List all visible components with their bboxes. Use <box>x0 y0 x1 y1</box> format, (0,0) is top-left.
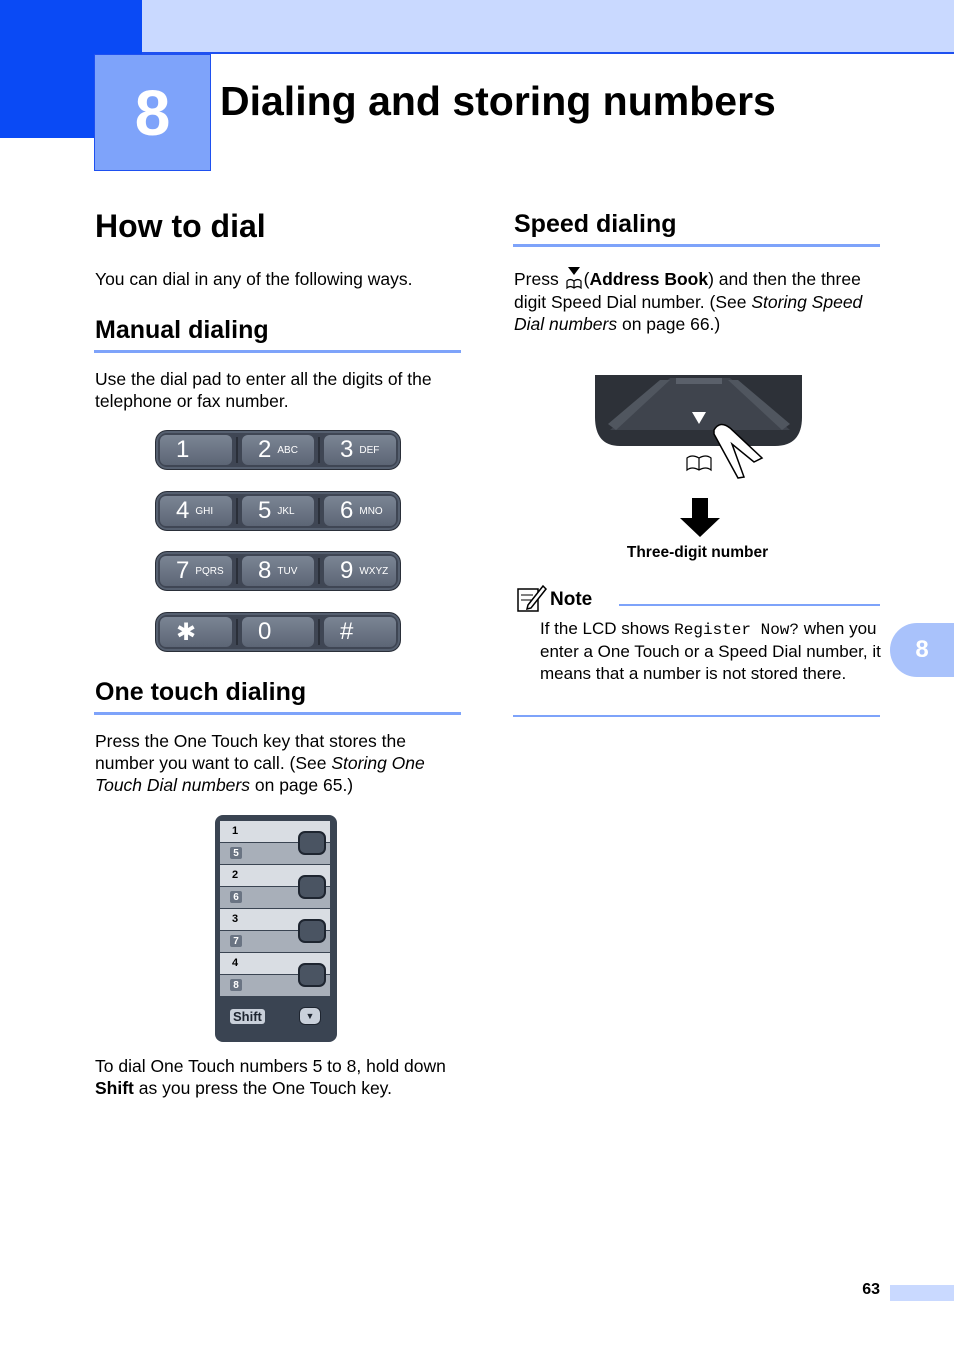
dial-key-separator <box>236 558 238 584</box>
chapter-number-box: 8 <box>94 54 211 171</box>
dial-key-2-2[interactable] <box>324 556 396 586</box>
dial-pad-row <box>155 430 401 470</box>
dial-key-2-0[interactable] <box>160 556 232 586</box>
note-label: Note <box>550 589 593 610</box>
one-touch-number: 1 <box>232 825 239 837</box>
page-number: 63 <box>862 1281 880 1298</box>
dial-key-digit: # <box>340 618 354 645</box>
dial-key-letters: JKL <box>277 505 295 517</box>
manual-dialing-rule <box>94 350 461 353</box>
dial-key-digit: 0 <box>258 618 272 645</box>
dial-key-digit: 3 <box>340 436 354 463</box>
chapter-side-tab: 8 <box>890 623 954 677</box>
dial-key-digit: 4 <box>176 497 190 524</box>
one-touch-rule <box>94 712 461 715</box>
one-touch-shift-number: 7 <box>230 935 242 947</box>
manual-dialing-text: Use the dial pad to enter all the digits of the telephone or fax number. <box>95 369 432 411</box>
dial-key-digit: ✱ <box>176 618 197 646</box>
dial-key-digit: 5 <box>258 497 272 524</box>
one-touch-key[interactable] <box>298 963 326 987</box>
one-touch-key[interactable] <box>298 875 326 899</box>
one-touch-number: 2 <box>232 869 239 881</box>
dial-key-letters: WXYZ <box>359 565 389 577</box>
one-touch-number: 3 <box>232 913 239 925</box>
dial-key-0-0[interactable] <box>160 435 232 465</box>
one-touch-key[interactable] <box>298 831 326 855</box>
dial-key-separator <box>318 437 320 463</box>
one-touch-number: 4 <box>232 957 239 969</box>
dial-key-3-1[interactable] <box>242 617 314 647</box>
dial-key-2-1[interactable] <box>242 556 314 586</box>
dial-key-letters: GHI <box>195 505 214 517</box>
dial-key-letters: DEF <box>359 444 380 456</box>
address-book-key-icon <box>564 269 584 291</box>
dial-key-separator <box>236 498 238 524</box>
one-touch-shift-number: 6 <box>230 891 242 903</box>
dial-key-separator <box>318 619 320 645</box>
dial-key-digit: 9 <box>340 557 354 584</box>
dial-pad-row <box>155 551 401 591</box>
shift-key-label: Shift <box>230 1009 265 1024</box>
dial-key-0-2[interactable] <box>324 435 396 465</box>
dial-key-letters: PQRS <box>195 565 224 577</box>
manual-dialing-heading: Manual dialing <box>95 316 269 344</box>
one-touch-shift-text: To dial One Touch numbers 5 to 8, hold down Shift as you press the One Touch key. <box>95 1056 446 1098</box>
dial-key-letters: ABC <box>277 444 298 456</box>
dial-key-1-0[interactable] <box>160 496 232 526</box>
dial-key-letters: TUV <box>277 565 298 577</box>
dial-key-separator <box>318 558 320 584</box>
dial-pad-row <box>155 612 401 652</box>
dial-key-separator <box>236 437 238 463</box>
dial-key-digit: 2 <box>258 436 272 463</box>
one-touch-heading: One touch dialing <box>95 678 307 706</box>
one-touch-shift-number: 5 <box>230 847 242 859</box>
one-touch-text: Press the One Touch key that stores the number you want to call. (See Storing One Touch Dial numbers on page 65.) <box>95 731 425 795</box>
shift-key-icon[interactable]: ▼ <box>299 1007 321 1025</box>
dial-key-digit: 6 <box>340 497 354 524</box>
speed-dialing-rule <box>513 244 880 247</box>
dial-key-separator <box>236 619 238 645</box>
note-pencil-icon <box>516 583 548 613</box>
dial-key-0-1[interactable] <box>242 435 314 465</box>
note-text: If the LCD shows Register Now? when you enter a One Touch or a Speed Dial number, it means that a number is not stored there. <box>540 619 881 683</box>
dial-key-1-1[interactable] <box>242 496 314 526</box>
page-number-bar <box>890 1285 954 1301</box>
three-digit-caption: Three-digit number <box>626 544 769 561</box>
how-to-dial-intro: You can dial in any of the following ways. <box>95 269 413 289</box>
dial-key-letters: MNO <box>359 505 383 517</box>
note-bottom-rule <box>513 715 880 717</box>
note-top-rule <box>619 604 880 606</box>
dial-key-digit: 8 <box>258 557 272 584</box>
one-touch-shift-number: 8 <box>230 979 242 991</box>
dial-key-3-0[interactable] <box>160 617 232 647</box>
one-touch-key[interactable] <box>298 919 326 943</box>
speed-dialing-heading: Speed dialing <box>514 210 677 238</box>
dial-key-digit: 1 <box>176 436 190 463</box>
how-to-dial-heading: How to dial <box>95 208 266 244</box>
dial-key-3-2[interactable] <box>324 617 396 647</box>
dial-pad-row <box>155 491 401 531</box>
speed-dialing-text: Press (Address Book) and then the three digit Speed Dial number. (See Storing Speed Dial numbers on page 66.) <box>514 269 863 334</box>
dial-key-separator <box>318 498 320 524</box>
header-band <box>142 0 954 54</box>
chapter-title: Dialing and storing numbers <box>220 78 776 124</box>
one-touch-panel <box>215 815 337 1042</box>
down-arrow-icon <box>679 498 721 538</box>
dial-key-1-2[interactable] <box>324 496 396 526</box>
dial-key-digit: 7 <box>176 557 190 584</box>
